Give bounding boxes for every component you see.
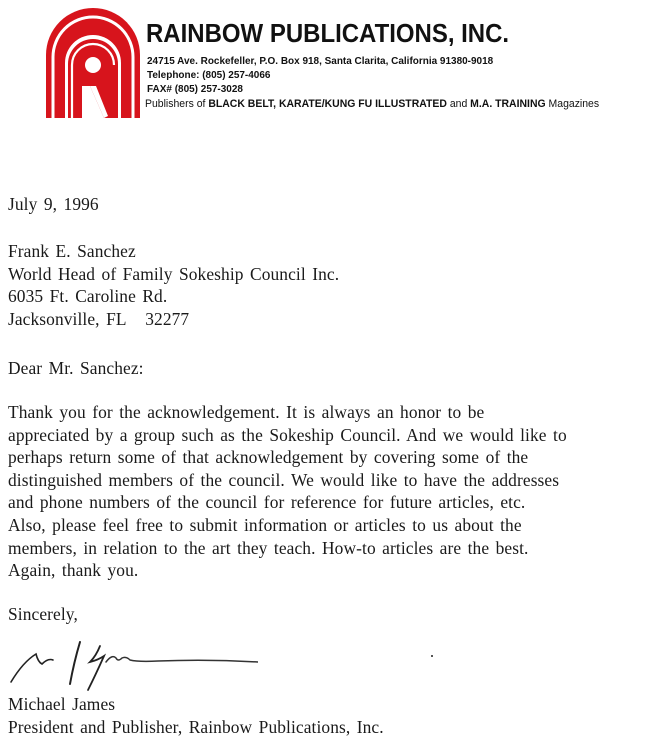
recipient-address bbox=[8, 240, 339, 330]
magazine-training: M.A. TRAINING bbox=[470, 98, 546, 110]
rainbow-r-logo-icon bbox=[46, 8, 140, 118]
paper-speck bbox=[431, 655, 433, 657]
publishers-and: and bbox=[446, 98, 471, 110]
body-line: members, in relation to the art they teach. How-to articles are the best. bbox=[8, 537, 529, 558]
body-line: appreciated by a group such as the Sokeship Council. And we would like to bbox=[8, 424, 567, 445]
company-address: 24715 Ave. Rockefeller, P.O. Box 918, Santa Clarita, California 91380-9018 bbox=[147, 55, 494, 67]
letter-body bbox=[8, 401, 567, 582]
company-telephone: Telephone: (805) 257-4066 bbox=[147, 69, 271, 81]
recipient-city: Jacksonville, FL 32277 bbox=[8, 308, 190, 329]
body-line: perhaps return some of that acknowledgement by covering some of the bbox=[8, 447, 529, 468]
recipient-organization: World Head of Family Sokeship Council Inc. bbox=[8, 263, 340, 284]
publications-line bbox=[145, 98, 599, 110]
recipient-street: 6035 Ft. Caroline Rd. bbox=[8, 286, 168, 307]
body-line: Thank you for the acknowledgement. It is always an honor to be bbox=[8, 402, 485, 422]
letter-date: July 9, 1996 bbox=[8, 194, 99, 214]
body-line: Again, thank you. bbox=[8, 560, 139, 581]
signature-icon bbox=[8, 632, 258, 692]
company-name: RAINBOW PUBLICATIONS, INC. bbox=[146, 20, 510, 48]
publishers-suffix: Magazines bbox=[545, 98, 600, 110]
recipient-name: Frank E. Sanchez bbox=[8, 241, 136, 261]
salutation: Dear Mr. Sanchez: bbox=[8, 358, 144, 378]
publishers-prefix: Publishers of bbox=[145, 98, 209, 110]
body-line: and phone numbers of the council for reference for future articles, etc. bbox=[8, 492, 526, 513]
signer-name: Michael James bbox=[8, 694, 116, 714]
body-line: Also, please feel free to submit information or articles to us about the bbox=[8, 514, 522, 535]
company-fax: FAX# (805) 257-3028 bbox=[147, 83, 243, 95]
magazine-names: BLACK BELT, KARATE/KUNG FU ILLUSTRATED bbox=[208, 98, 447, 110]
signer-title: President and Publisher, Rainbow Publications, Inc. bbox=[8, 717, 384, 737]
closing: Sincerely, bbox=[8, 604, 78, 624]
body-line: distinguished members of the council. We would like to have the addresses bbox=[8, 469, 560, 490]
